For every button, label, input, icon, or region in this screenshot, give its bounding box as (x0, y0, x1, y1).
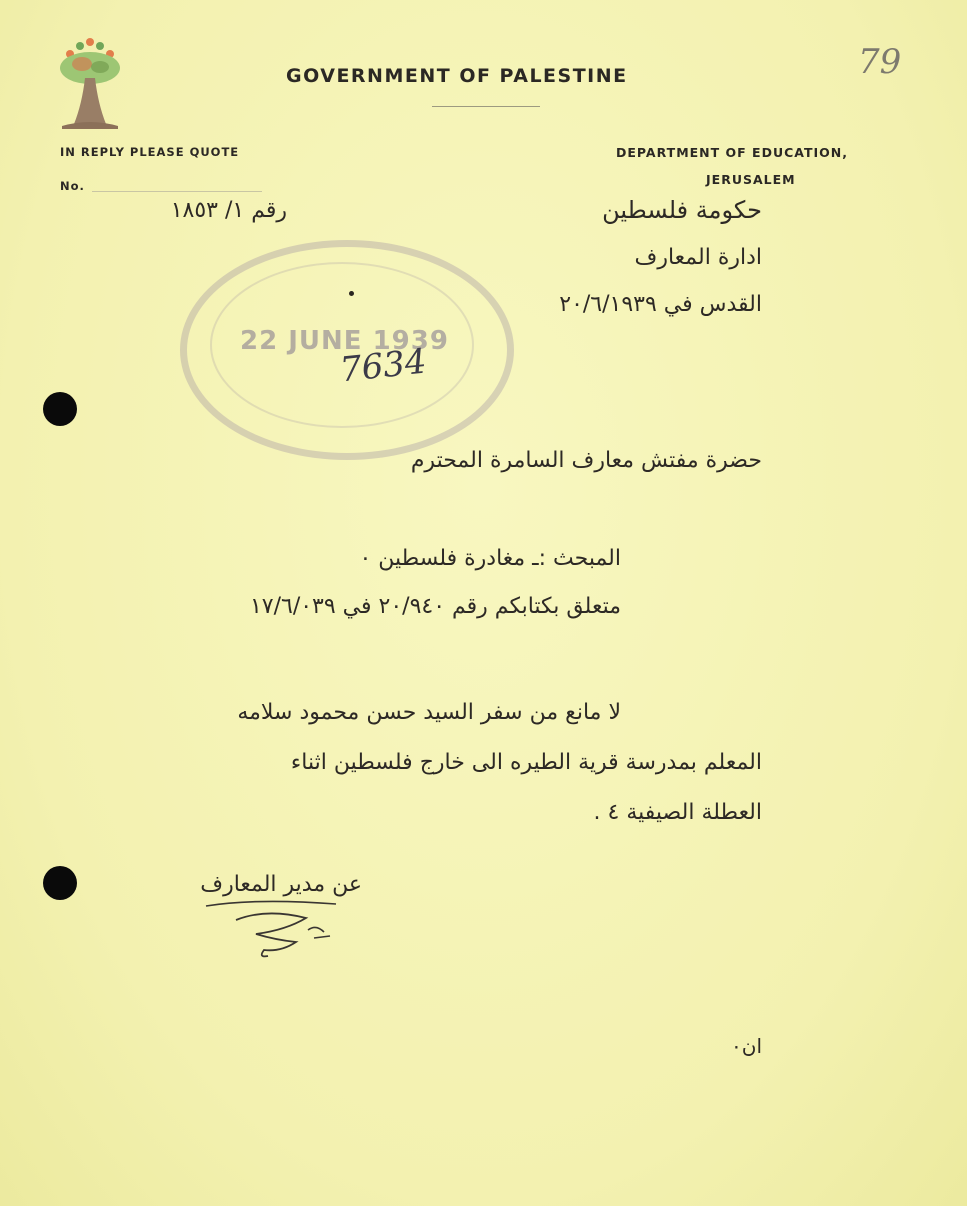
stamp-date: 22 JUNE 1939 (240, 326, 449, 356)
reference-no-label: No. (60, 179, 85, 193)
arabic-department: ادارة المعارف (634, 245, 762, 270)
city-label: JERUSALEM (706, 172, 796, 187)
arabic-date-line: القدس في ٢٠/٦/١٩٣٩ (559, 292, 762, 317)
reference-no-line (92, 191, 262, 192)
body-line-3: العطلة الصيفية ٤ . (593, 800, 762, 825)
title-divider (432, 106, 540, 107)
arabic-reference-number: رقم ١/ ١٨٥٣ (170, 198, 287, 223)
punch-hole-bottom (43, 866, 77, 900)
tree-logo-icon (52, 34, 128, 134)
stamp-dot (349, 291, 354, 296)
signature-title: عن مدير المعارف (200, 872, 362, 897)
punch-hole-top (43, 392, 77, 426)
subject-line: المبحث :ـ مغادرة فلسطين ٠ (359, 546, 621, 571)
footer-initials: ان٠ (731, 1034, 762, 1058)
government-title: GOVERNMENT OF PALESTINE (286, 65, 628, 87)
department-label: DEPARTMENT OF EDUCATION, (616, 145, 848, 160)
body-line-1: لا مانع من سفر السيد حسن محمود سلامه (237, 700, 621, 725)
handwritten-registry-number: 7634 (338, 341, 429, 391)
arabic-government: حكومة فلسطين (602, 196, 762, 224)
addressee: حضرة مفتش معارف السامرة المحترم (410, 448, 762, 473)
handwritten-signature-icon (196, 890, 346, 960)
reference-line: متعلق بكتابكم رقم ٢٠/٩٤٠ في ١٧/٦/٠٣٩ (249, 594, 621, 619)
page-number: 79 (858, 42, 902, 82)
body-line-2: المعلم بمدرسة قرية الطيره الى خارج فلسطين اثناء (290, 750, 762, 775)
reply-quote-label: IN REPLY PLEASE QUOTE (60, 145, 240, 159)
